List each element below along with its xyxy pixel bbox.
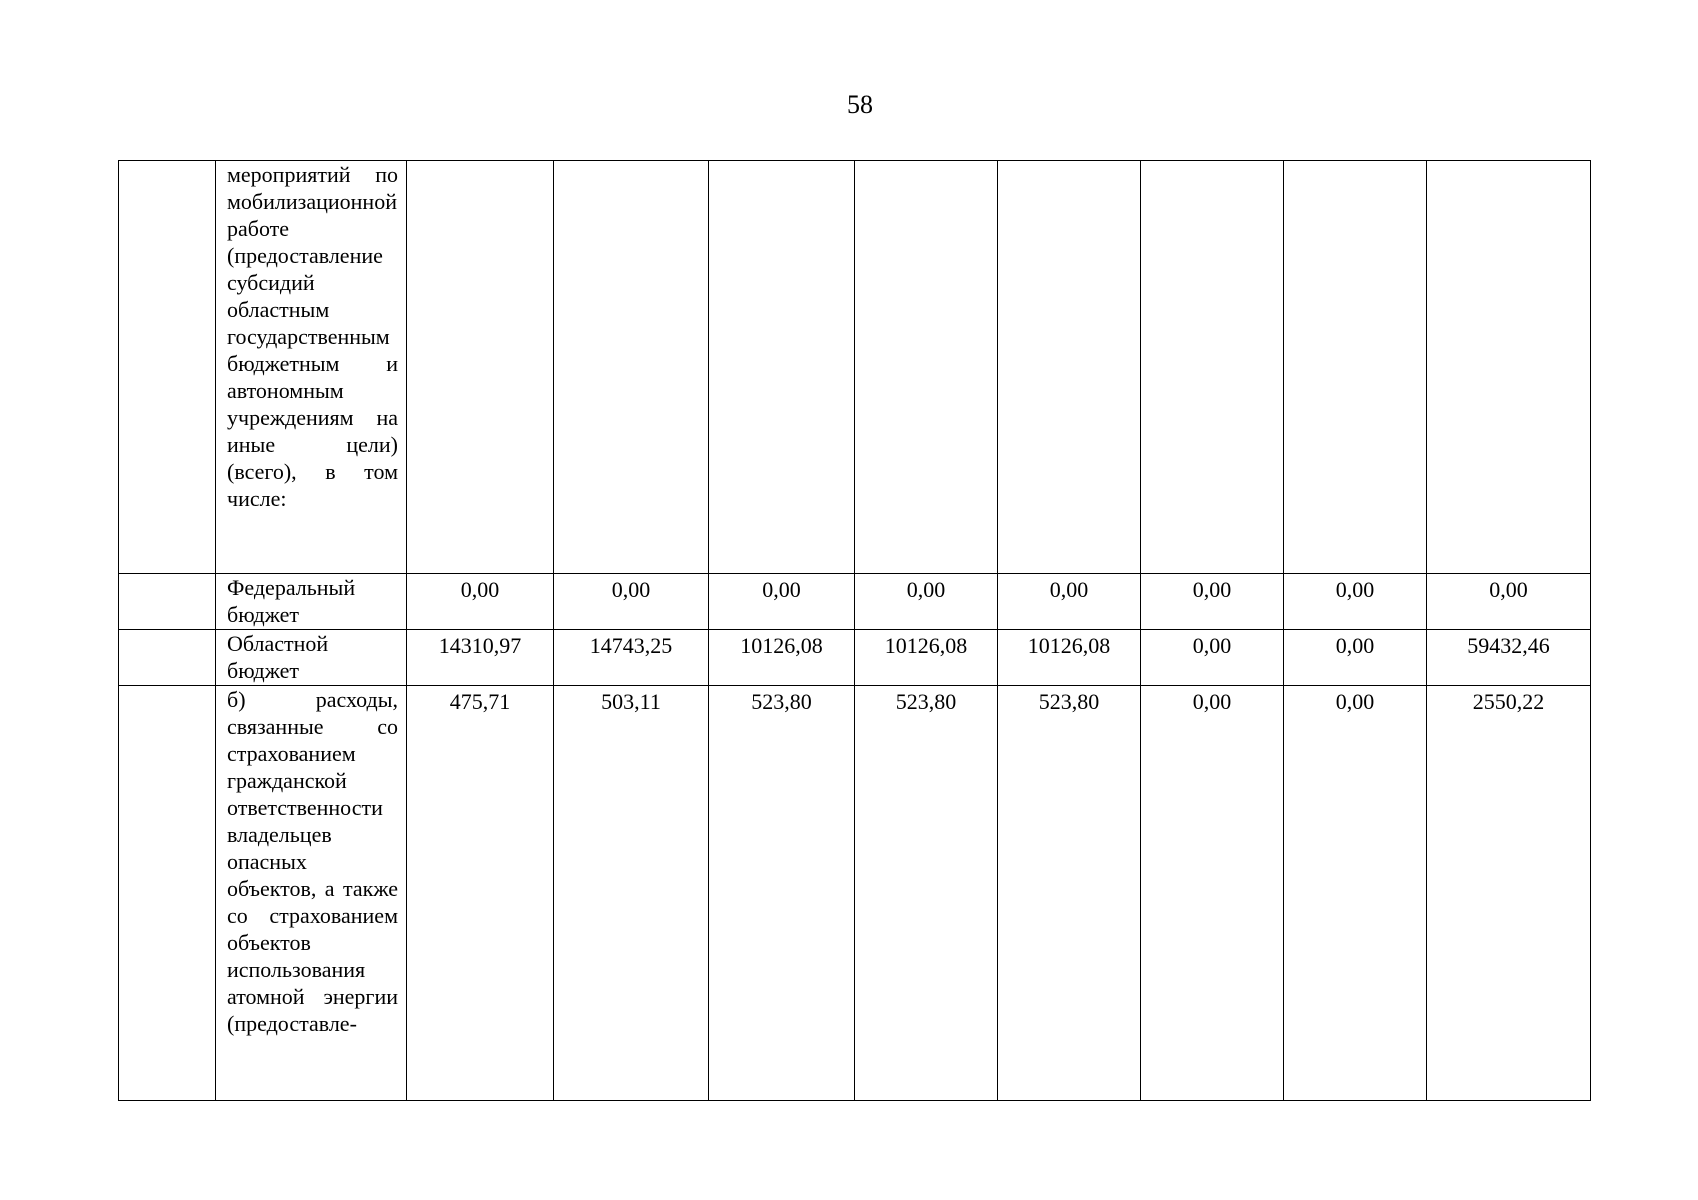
value-cell [407,161,554,574]
value-cell [1141,161,1284,574]
value-cell: 14743,25 [554,630,709,686]
value-cell: 0,00 [1141,574,1284,630]
value-cell: 0,00 [1141,630,1284,686]
value-cell [709,161,855,574]
value-cell: 10126,08 [855,630,998,686]
page-number: 58 [847,90,873,119]
value-cell: 0,00 [1284,686,1427,1101]
value-cell: 0,00 [1141,686,1284,1101]
row-description-cell [216,630,407,686]
value-cell [554,161,709,574]
value-cell: 10126,08 [709,630,855,686]
value-cell: 0,00 [1284,630,1427,686]
value-cell: 10126,08 [998,630,1141,686]
row-index-cell [119,686,216,1101]
row-description: Областной бюджет [227,631,329,683]
total-cell [1427,161,1591,574]
table-row [119,574,1591,630]
value-cell: 14310,97 [407,630,554,686]
total-cell: 59432,46 [1427,630,1591,686]
value-cell: 0,00 [998,574,1141,630]
value-cell: 475,71 [407,686,554,1101]
value-cell: 0,00 [1284,574,1427,630]
row-description: мероприятий по мобилизационной работе (предоставление субсидий областным государственным бюджетным и автономным учреждениям на иные цели) (всего), в том числе: [227,162,398,511]
row-description: Федеральный бюджет [227,575,356,627]
table-row [119,161,1591,574]
row-description-cell [216,686,407,1101]
value-cell: 523,80 [998,686,1141,1101]
row-index-cell [119,161,216,574]
row-index-cell [119,574,216,630]
row-description-cell [216,574,407,630]
value-cell: 523,80 [855,686,998,1101]
value-cell: 0,00 [554,574,709,630]
value-cell: 0,00 [407,574,554,630]
value-cell: 523,80 [709,686,855,1101]
value-cell: 503,11 [554,686,709,1101]
row-index-cell [119,630,216,686]
budget-table [118,160,1591,1101]
total-cell: 2550,22 [1427,686,1591,1101]
table-row [119,630,1591,686]
value-cell [1284,161,1427,574]
table-row [119,686,1591,1101]
row-description-cell [216,161,407,574]
row-description: б) расходы, связанные со страхованием гражданской ответственности владельцев опасных объектов, а также со страхованием объектов использования атомной энергии (предоставле- [227,687,398,1036]
total-cell: 0,00 [1427,574,1591,630]
value-cell: 0,00 [709,574,855,630]
value-cell [998,161,1141,574]
value-cell: 0,00 [855,574,998,630]
value-cell [855,161,998,574]
